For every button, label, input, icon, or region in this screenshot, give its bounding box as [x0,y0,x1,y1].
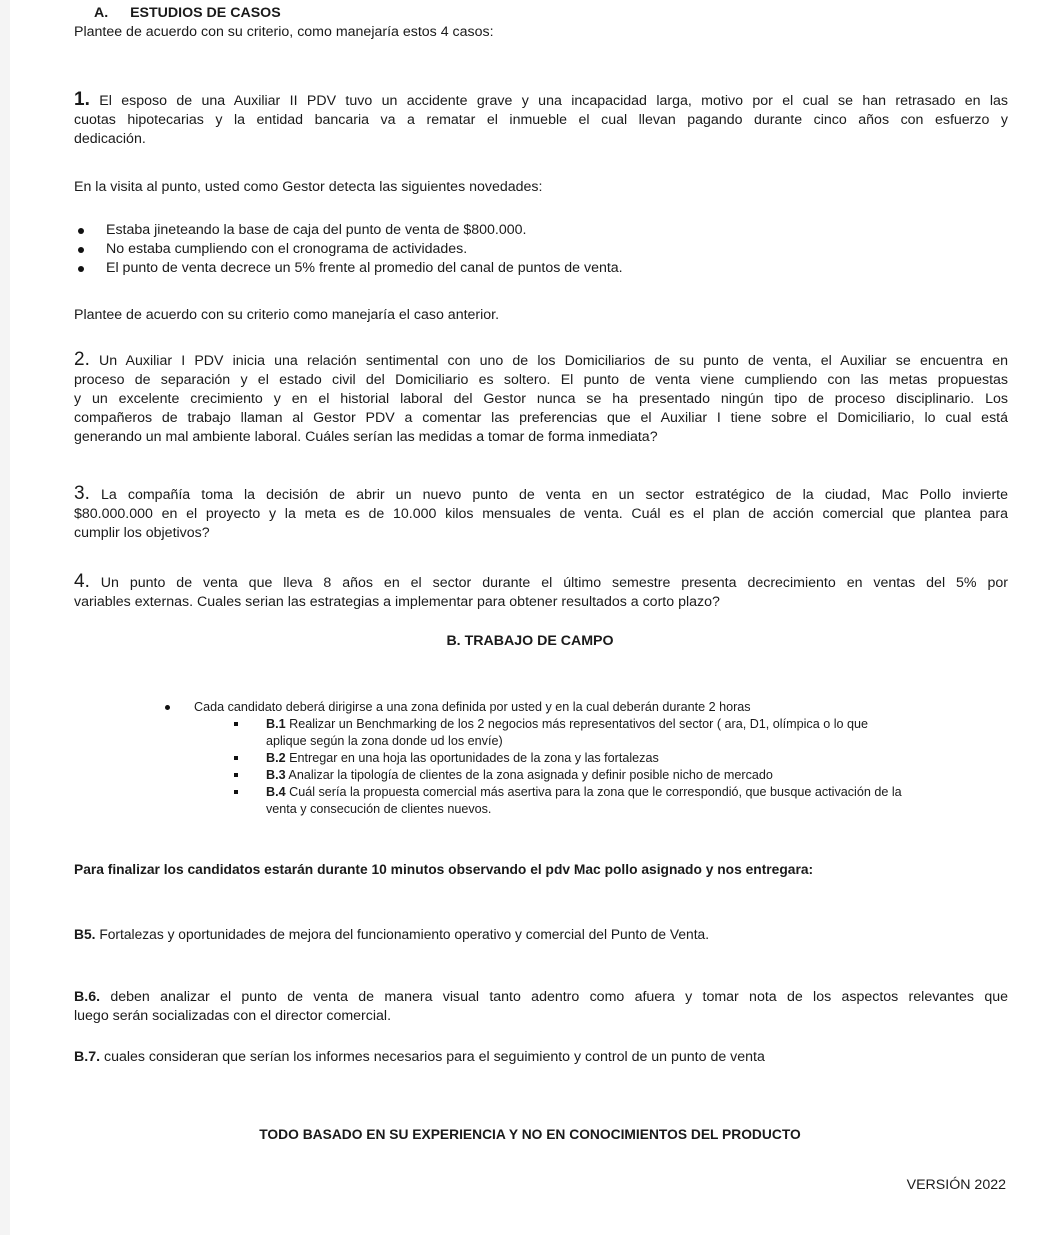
item-b5: B5. Fortalezas y oportunidades de mejora del funcionamiento operativo y comercial del Punto de Venta. [74,927,710,942]
section-a-intro: Plantee de acuerdo con su criterio, como manejaría estos 4 casos: [74,24,494,40]
item-b7: B.7. cuales consideran que serían los informes necesarios para el seguimiento y control de un punto de venta [74,1049,765,1065]
square-bullet-icon [234,756,238,760]
visit-intro: En la visita al punto, usted como Gestor detecta las siguientes novedades: [74,179,543,195]
case-3-number: 3. [74,483,90,504]
case-3 [74,484,1008,543]
case-1-number: 1. [74,89,90,110]
item-b6: B.6. deben analizar el punto de venta de manera visual tanto adentro como afuera y tomar nota de los aspectos relevantes que luego serán socializadas con el director comercial. [74,989,1008,1024]
finalize-instruction: Para finalizar los candidatos estarán durante 10 minutos observando el pdv Mac pollo asignado y nos entregara: [74,862,814,877]
case-2-number: 2. [74,349,90,370]
case-4-line-2: variables externas. Cuales serian las estrategias a implementar para obtener resultados a corto plazo? [74,594,720,610]
case-2-line-2: proceso de separación y el estado civil del Domiciliario es soltero. El punto de venta viene cumpliendo con las metas propuestas [74,372,1008,388]
square-bullet-icon [234,790,238,794]
main-bullet-item: Cada candidato deberá dirigirse a una zona definida por usted y en la cual deberán durante 2 horas [150,699,1020,716]
case-1-line-2: cuotas hipotecarias y la entidad bancaria va a rematar el inmueble el cual llevan pagando durante cinco años con esfuerzo y [74,112,1008,128]
section-a-letter: A. [94,5,109,21]
case-2-line-5: generando un mal ambiente laboral. Cuáles serían las medidas a tomar de forma inmediata? [74,429,658,445]
case-4 [74,572,1008,612]
case-3-line-2: $80.000.000 en el proyecto y la meta es de 10.000 kilos mensuales de venta. Cuál es el plan de acción comercial que plantea para [74,506,1008,522]
case-3-line-1: 3. La compañía toma la decisión de abrir un nuevo punto de venta en un sector estratégico de la ciudad, Mac Pollo invierte [74,483,1008,504]
footer-note: TODO BASADO EN SU EXPERIENCIA Y NO EN CONOCIMIENTOS DEL PRODUCTO [259,1127,801,1142]
sub-item-b4: B.4 Cuál sería la propuesta comercial más asertiva para la zona que le correspondió, que busque activación de la [150,784,1020,801]
bullet-icon [165,705,170,710]
case-1 [74,90,1008,149]
bullet-icon [78,266,84,272]
section-b-heading: B. TRABAJO DE CAMPO [446,633,614,649]
case-1-line-3: dedicación. [74,131,146,147]
field-work-list: Cada candidato deberá dirigirse a una zona definida por usted y en la cual deberán durante 2 horas B.1 Realizar un Benchmarking de los 2 negocios más representativos del sector ( ara, D1, olímpica o lo que aplique según la zona donde ud los envíe) B.2 Entregar en una hoja las oportunidades de la zona y las fortalezas B.3 Analizar la tipología de clientes de la zona asignada y definir posible nicho de mercado B.4 Cuál sería la propuesta comercial más asertiva para la zona que le correspondió, que busque activación de la venta y consecución de clientes nuevos. [150,699,1020,818]
case-2-line-4: compañeros de trabajo llaman al Gestor PDV a comentar las preferencias que el Auxiliar I tiene sobre el Domiciliario, lo cual está [74,410,1008,426]
case-1-closing: Plantee de acuerdo con su criterio como manejaría el caso anterior. [74,307,500,323]
bullet-icon [78,247,84,253]
sub-item-b2: B.2 Entregar en una hoja las oportunidades de la zona y las fortalezas [150,750,1020,767]
case-4-line-1: 4. Un punto de venta que lleva 8 años en el sector durante el último semestre presenta decrecimiento en ventas del 5% por [74,571,1008,592]
sub-item-b3: B.3 Analizar la tipología de clientes de la zona asignada y definir posible nicho de mercado [150,767,1020,784]
sub-item-b1: B.1 Realizar un Benchmarking de los 2 negocios más representativos del sector ( ara, D1, olímpica o lo que [150,716,1020,733]
case-1-line-1: 1. El esposo de una Auxiliar II PDV tuvo un accidente grave y una incapacidad larga, motivo por el cual se han retrasado en las [74,89,1008,110]
case-2-line-1: 2. Un Auxiliar I PDV inicia una relación sentimental con uno de los Domiciliarios de su punto de venta, el Auxiliar se encuentra en [74,349,1008,370]
version-label: VERSIÓN 2022 [906,1177,1006,1193]
section-a-title: ESTUDIOS DE CASOS [130,5,281,21]
square-bullet-icon [234,773,238,777]
square-bullet-icon [234,722,238,726]
bullet-icon [78,228,84,234]
case-4-number: 4. [74,571,90,592]
document-page: A. ESTUDIOS DE CASOS Plantee de acuerdo con su criterio, como manejaría estos 4 casos: 1. El esposo de una Auxiliar II PDV tuvo un accidente grave y una incapacidad larga, motivo por el cual se han retrasado en las cuotas hipotecarias y la entidad bancaria va a rematar el inmueble el cual llevan pagando durante cinco años con esfuerzo y dedicación. En la visita al punto, usted como Gestor detecta las siguientes novedades: Estaba jineteando la base de caja del punto de venta de $800.000. No estaba cumpliendo con el cronograma de actividades. El punto de venta decrece un 5% frente al promedio del canal de puntos de venta. Plantee de acuerdo con su criterio como manejaría el caso anterior. 2. Un Auxiliar I PDV inicia una relación sentimental con uno de los Domiciliarios de su punto de venta, el Auxiliar se encuentra en proceso de separación y el estado civil del Domiciliario es soltero. El punto de venta viene cumpliendo con las metas propuestas y un excelente crecimiento y en el historial laboral del Gestor nunca se ha presentado ningún tipo de proceso disciplinario. Los compañeros de trabajo llaman al Gestor PDV a comentar las preferencias que el Auxiliar I tiene sobre el Domiciliario, lo cual está generando un mal ambiente laboral. Cuáles serían las medidas a tomar de forma inmediata? 3. La compañía toma la decisión de abrir un nuevo punto de venta en un sector estratégico de la ciudad, Mac Pollo invierte $80.000.000 en el proyecto y la meta es de 10.000 kilos mensuales de venta. Cuál es el plan de acción comercial que plantea para cumplir los objetivos? 4. Un punto de venta que lleva 8 años en el sector durante el último semestre presenta decrecimiento en ventas del 5% por variables externas. Cuales serian las estrategias a implementar para obtener resultados a corto plazo? B. TRABAJO DE CAMPO Cada candidato deberá dirigirse a una zona definida por usted y en la cual deberán durante 2 horas B.1 Realizar un Benchmarking de los 2 negocios más representativos del sector ( ara, D1, olímpica o lo que aplique según la zona donde ud los envíe) B.2 Entregar en una hoja las oportunidades de la zona y las fortalezas B.3 Analizar la tipología de clientes de la zona asignada y definir posible nicho de mercado B.4 Cuál sería la propuesta comercial más asertiva para la zona que le correspondió, que busque activación de la venta y consecución de clientes nuevos. Para finalizar los candidatos estarán durante 10 minutos observando el pdv Mac pollo asignado y nos entregara: B5. Fortalezas y oportunidades de mejora del funcionamiento operativo y comercial del Punto de Venta. B.6. deben analizar el punto de venta de manera visual tanto adentro como afuera y tomar nota de los aspectos relevantes que luego serán socializadas con el director comercial. B.7. cuales consideran que serían los informes necesarios para el seguimiento y control de un punto de venta TODO BASADO EN SU EXPERIENCIA Y NO EN CONOCIMIENTOS DEL PRODUCTO VERSIÓN 2022 [0,0,1060,1235]
case-2 [74,350,1008,447]
case-2-line-3: y un excelente crecimiento y en el historial laboral del Gestor nunca se ha presentado ningún tipo de proceso disciplinario. Los [74,391,1008,407]
section-a-heading [94,4,281,23]
case-3-line-3: cumplir los objetivos? [74,525,210,541]
